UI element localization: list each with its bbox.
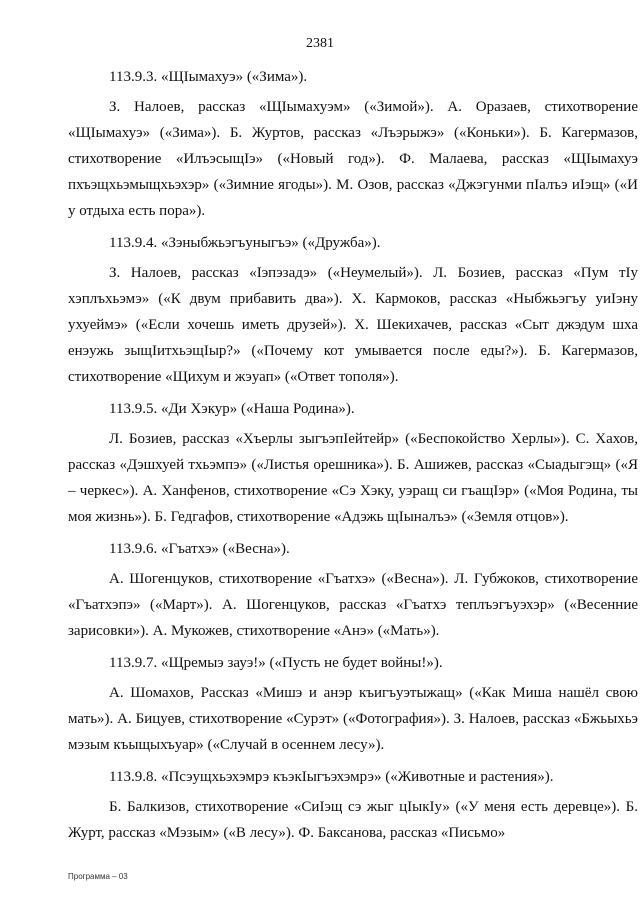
section-body: Б. Балкизов, стихотворение «СиІэщ сэ жыг цІыкІу» («У меня есть деревце»). Б. Журт, рассказ «Мэзым» («В лесу»). Ф. Баксанова, рассказ «Письмо» bbox=[68, 799, 638, 841]
section-heading: 113.9.7. «Щремыэ зауэ!» («Пусть не будет войны!»). bbox=[109, 655, 443, 671]
section-heading: 113.9.8. «Псэущхьэхэмрэ къэкІыгъэхэмрэ» («Животные и растения»). bbox=[109, 769, 554, 785]
section-body: Л. Бозиев, рассказ «Хъерлы зыгъэпІейтейр» («Беспокойство Херлы»). С. Хахов, рассказ «Дэшхуей тхьэмпэ» («Листья орешника»). Б. Ашижев, рассказ «Сыадыгэщ» («Я – черкес»). А. Ханфенов, стихотворение «Сэ Хэку, уэращ си гъащІэр» («Моя Родина, ты моя жизнь»). Б. Гедгафов, стихотворение «Адэжь щІыналъэ» («Земля отцов»). bbox=[68, 431, 638, 525]
section-body: А. Шогенцуков, стихотворение «Гъатхэ» («Весна»). Л. Губжоков, стихотворение «Гъатхэпэ» («Март»). А. Шогенцуков, рассказ «Гъатхэ теплъэгъуэхэр» («Весенние зарисовки»). А. Мукожев, стихотворение «Анэ» («Мать»). bbox=[68, 571, 638, 639]
section-body: З. Налоев, рассказ «Іэпэзадэ» («Неумелый»). Л. Бозиев, рассказ «Пум тІу хэплъхьэмэ» («К двум прибавить два»). Х. Кармоков, рассказ «Ныбжьэгъу уиІэну ухуеймэ» («Если хочешь иметь друзей»). Х. Шекихачев, рассказ «Сыт джэдум шха енэужь зыщІитхьэщІыр?» («Почему кот умывается после еды?»). Б. Кагермазов, стихотворение «Щихум и жэуап» («Ответ тополя»). bbox=[68, 265, 638, 385]
section-heading: 113.9.4. «Зэныбжьэгъуныгъэ» («Дружба»). bbox=[109, 235, 381, 251]
document-content bbox=[68, 64, 638, 852]
section-body: З. Налоев, рассказ «ЩІымахуэм» («Зимой»). А. Оразаев, стихотворение «ЩІымахуэ» («Зима»). Б. Журтов, рассказ «Лъэрыжэ» («Коньки»). Б. Кагермазов, стихотворение «ИлъэсыщІэ» («Новый год»). Ф. Малаева, рассказ «ЩІымахуэ пхъэщхьэмыщхьэхэр» («Зимние ягоды»). М. Озов, рассказ «Джэгунми пІалъэ иІэщ» («И у отдыха есть пора»). bbox=[68, 99, 638, 219]
section-body: А. Шомахов, Рассказ «Мишэ и анэр къигъуэтыжащ» («Как Миша нашёл свою мать»). А. Бицуев, стихотворение «Сурэт» («Фотография»). З. Налоев, рассказ «Бжьыхьэ мэзым къыщыхъуар» («Случай в осеннем лесу»). bbox=[68, 685, 638, 753]
page-footer: Программа – 03 bbox=[68, 872, 128, 881]
section-heading: 113.9.3. «ЩІымахуэ» («Зима»). bbox=[109, 69, 308, 85]
section-heading: 113.9.6. «Гъатхэ» («Весна»). bbox=[109, 541, 290, 557]
section-heading: 113.9.5. «Ди Хэкур» («Наша Родина»). bbox=[109, 401, 355, 417]
page-number: 2381 bbox=[306, 36, 334, 51]
